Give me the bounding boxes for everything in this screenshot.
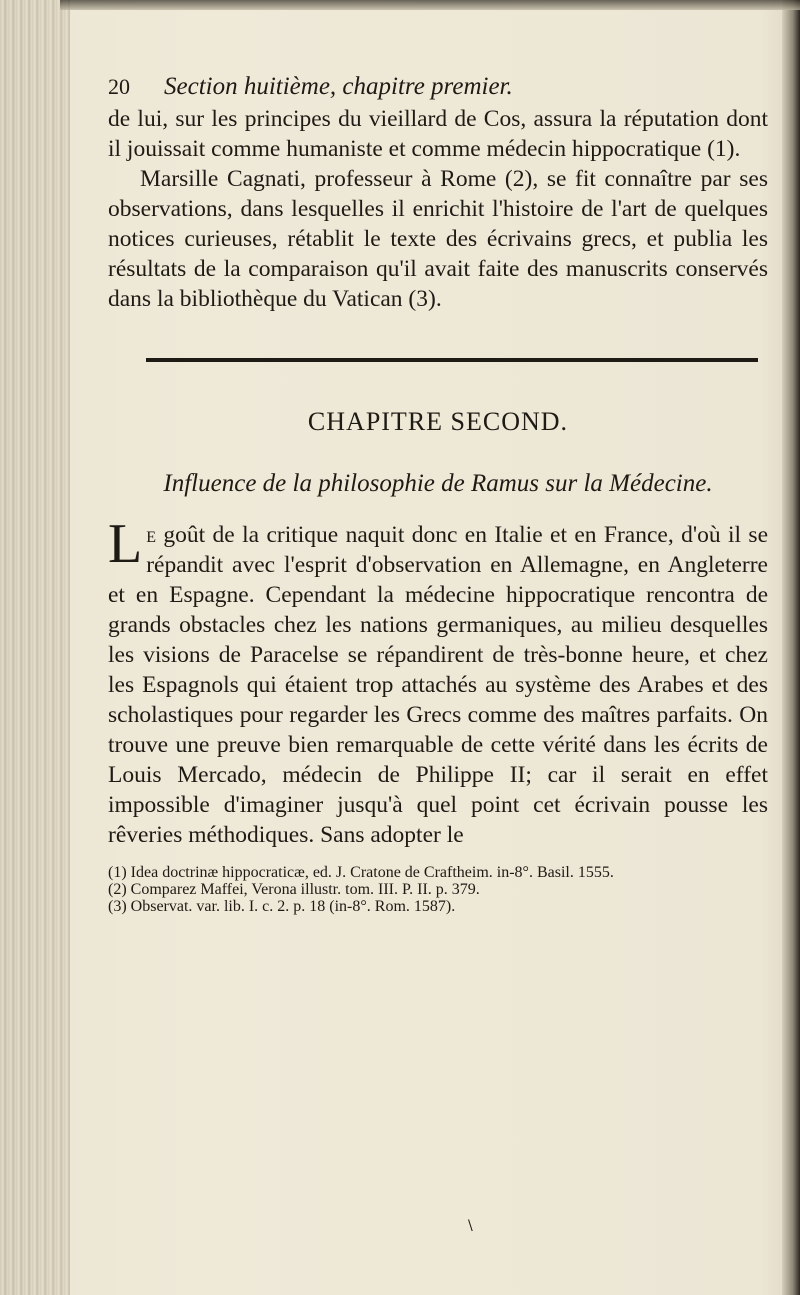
- footnote-3: (3) Observat. var. lib. I. c. 2. p. 18 (in-8°. Rom. 1587).: [108, 898, 456, 915]
- paragraph-continuation: de lui, sur les principes du vieillard de Cos, assura la réputation dont il jouissait comme humaniste et comme médecin hippocratique (1).: [108, 106, 768, 162]
- section-divider-rule: [146, 358, 758, 362]
- footnote-1: (1) Idea doctrinæ hippocraticæ, ed. J. Cratone de Craftheim. in-8°. Basil. 1555.: [108, 864, 614, 881]
- footer-mark: \: [468, 1218, 473, 1234]
- footnotes: [108, 864, 768, 915]
- running-title: Section huitième, chapitre premier.: [164, 73, 513, 100]
- first-word: e: [146, 522, 156, 548]
- chapter-title: CHAPITRE SECOND.: [307, 407, 569, 436]
- page-top-edge: [60, 0, 800, 10]
- running-header: [108, 72, 768, 102]
- chapter-subtitle: Influence de la philosophie de Ramus sur la Médecine.: [163, 470, 713, 497]
- paragraph-cagnati: Marsille Cagnati, professeur à Rome (2), se fit connaître par ses observations, dans lesquelles il enrichit l'histoire de l'art de quelques notices curieuses, rétablit le texte des écrivains grecs, et publia les résultats de la comparaison qu'il avait faite des manuscrits conservés dans la bibliothèque du Vatican (3).: [108, 166, 768, 312]
- binding-left-edge: [0, 0, 70, 1295]
- page-text: [108, 72, 768, 915]
- footnote-2: (2) Comparez Maffei, Verona illustr. tom. III. P. II. p. 379.: [108, 881, 480, 898]
- main-paragraph: [108, 513, 768, 850]
- main-paragraph-text: goût de la critique naquit donc en Italie et en France, d'où il se répandit avec l'esprit d'observation en Allemagne, en Angleterre et en Espagne. Cependant la médecine hippocratique rencontra de grands obstacles chez les nations germaniques, au milieu desquelles les visions de Paracelse se répandirent de très-bonne heure, et chez les Espagnols qui étaient trop attachés au système des Arabes et des scholastiques pour regarder les Grecs comme des maîtres parfaits. On trouve une preuve bien remarquable de cette vérité dans les écrits de Louis Mercado, médecin de Philippe II; car il serait en effet impossible d'imaginer jusqu'à quel point cet écrivain pousse les rêveries méthodiques. Sans adopter le: [108, 522, 768, 848]
- dropcap-letter: L: [108, 513, 143, 575]
- page-number: 20: [108, 74, 130, 99]
- binding-right-edge: [782, 0, 800, 1295]
